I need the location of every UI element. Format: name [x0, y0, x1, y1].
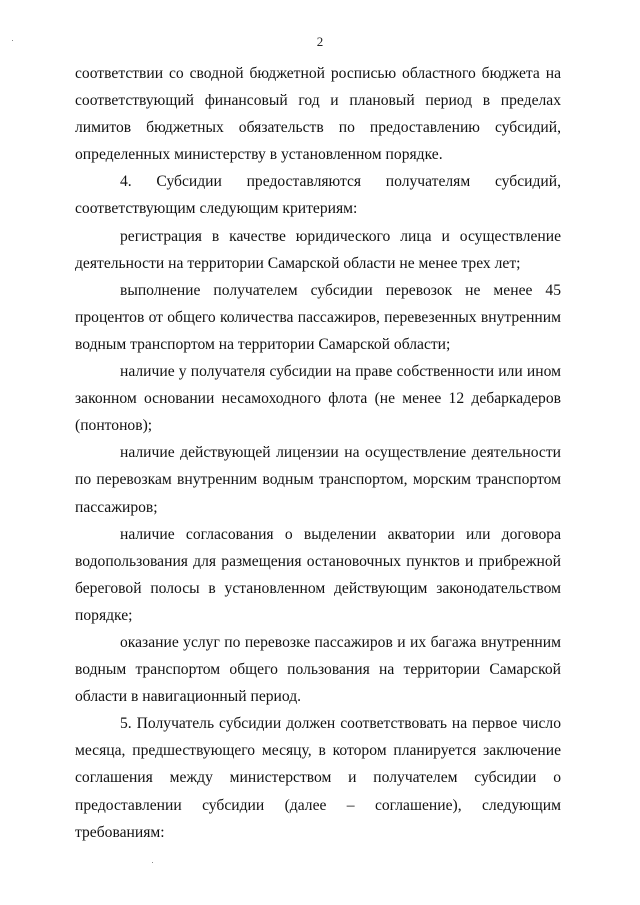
paragraph-item-4-criteria: 4. Субсидии предоставляются получателям субсидий, соответствующим следующим критериям:	[75, 173, 561, 218]
scan-speck	[12, 40, 13, 41]
paragraph-budget-continuation: соответствии со сводной бюджетной росписью областного бюджета на соответствующий финансовый год и плановый период в пределах лимитов бюджетных обязательств по предоставлению субсидий, определенных министерству в установленном порядке.	[75, 65, 561, 164]
criterion-license: наличие действующей лицензии на осуществление деятельности по перевозкам внутренним водным транспортом, морским транспортом пассажиров;	[75, 444, 561, 516]
paragraph-item-5-requirements: 5. Получатель субсидии должен соответствовать на первое число месяца, предшествующего месяцу, в котором планируется заключение соглашения между министерством и получателем субсидии о предоставлении субсидии (далее – соглашение), следующим требованиям:	[75, 715, 561, 841]
criterion-services: оказание услуг по перевозке пассажиров и их багажа внутренним водным транспортом общего пользования на территории Самарской области в навигационный период.	[75, 633, 561, 706]
criterion-water-area: наличие согласования о выделении акватории или договора водопользования для размещения остановочных пунктов и прибрежной береговой полосы в установленном действующим законодательством порядке;	[75, 525, 561, 624]
page-number: 2	[316, 34, 324, 49]
scan-speck	[152, 862, 153, 863]
criterion-fleet: наличие у получателя субсидии на праве собственности или ином законном основании несамоходного флота (не менее 12 дебаркадеров (понтонов);	[75, 363, 561, 435]
criterion-passenger-share: выполнение получателем субсидии перевозок не менее 45 процентов от общего количества пассажиров, перевезенных внутренним водным транспортом на территории Самарской области;	[75, 281, 561, 353]
criterion-registration: регистрация в качестве юридического лица и осуществление деятельности на территории Самарской области не менее трех лет;	[75, 227, 561, 272]
document-body	[75, 60, 561, 846]
